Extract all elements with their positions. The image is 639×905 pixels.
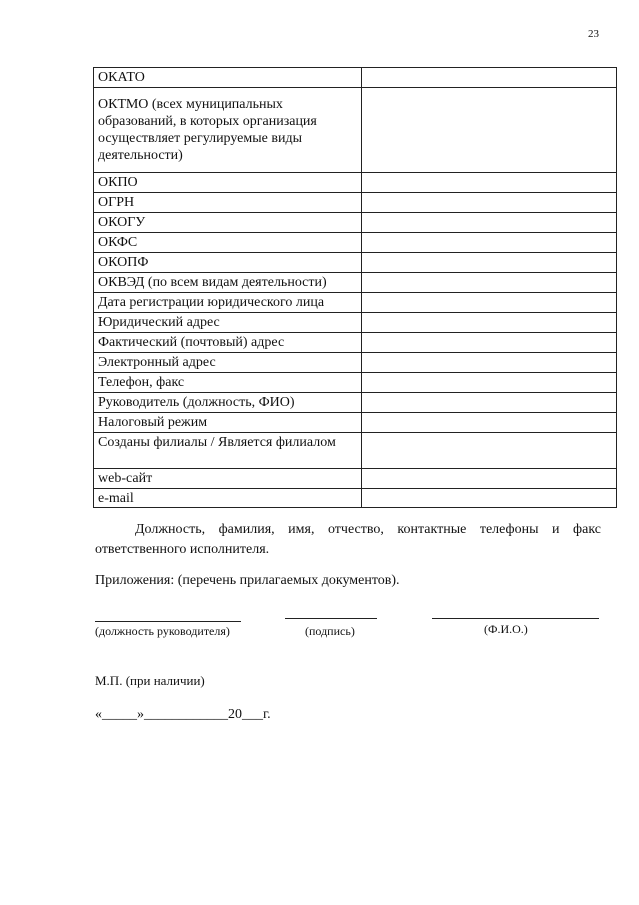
row-value[interactable] [362,469,617,489]
row-value[interactable] [362,333,617,353]
table-row [94,193,617,213]
table-row [94,393,617,413]
row-label: ОГРН [94,193,362,213]
signature-caption: (подпись) [305,624,355,638]
stamp-place: М.П. (при наличии) [95,673,205,688]
name-signature-line[interactable] [432,618,599,619]
row-label: ОКОПФ [94,253,362,273]
row-value[interactable] [362,68,617,88]
row-label: Дата регистрации юридического лица [94,293,362,313]
table-row [94,213,617,233]
row-value[interactable] [362,213,617,233]
row-value[interactable] [362,489,617,508]
responsible-person-note: Должность, фамилия, имя, отчество, контактные телефоны и факс ответственного исполнителя. [95,522,601,557]
signature-line[interactable] [285,618,377,619]
position-caption: (должность руководителя) [95,624,230,638]
date-line[interactable]: «_____»____________20___г. [95,707,271,722]
row-label: Фактический (почтовый) адрес [94,333,362,353]
row-value[interactable] [362,313,617,333]
organization-details-table [93,67,617,508]
row-value[interactable] [362,433,617,469]
row-label: ОКПО [94,173,362,193]
row-value[interactable] [362,293,617,313]
row-value[interactable] [362,413,617,433]
table-row [94,489,617,508]
table-row [94,433,617,469]
row-value[interactable] [362,353,617,373]
table-row [94,293,617,313]
row-label: Юридический адрес [94,313,362,333]
row-label: ОКТМО (всех муниципальных образований, в которых организация осуществляет регулируемые виды деятельности) [94,88,362,173]
row-value[interactable] [362,233,617,253]
page-number: 23 [588,28,599,40]
table-row [94,353,617,373]
row-value[interactable] [362,88,617,173]
table-row [94,68,617,88]
row-label: ОКФС [94,233,362,253]
position-signature-line[interactable] [95,621,241,622]
table-row [94,233,617,253]
table-row [94,313,617,333]
row-label: ОКВЭД (по всем видам деятельности) [94,273,362,293]
table-row [94,253,617,273]
row-label: Телефон, факс [94,373,362,393]
table-row [94,88,617,173]
row-value[interactable] [362,193,617,213]
row-label: ОКАТО [94,68,362,88]
table-row [94,333,617,353]
row-value[interactable] [362,273,617,293]
row-value[interactable] [362,173,617,193]
row-value[interactable] [362,253,617,273]
name-caption: (Ф.И.О.) [484,622,528,636]
row-label: web-сайт [94,469,362,489]
row-label: Созданы филиалы / Является филиалом [94,433,362,469]
row-label: ОКОГУ [94,213,362,233]
row-value[interactable] [362,393,617,413]
row-label: Руководитель (должность, ФИО) [94,393,362,413]
table-row [94,413,617,433]
row-value[interactable] [362,373,617,393]
row-label: Налоговый режим [94,413,362,433]
row-label: e-mail [94,489,362,508]
table-row [94,173,617,193]
table-row [94,373,617,393]
table-row [94,273,617,293]
attachments-line: Приложения: (перечень прилагаемых документов). [95,573,400,588]
table-row [94,469,617,489]
row-label: Электронный адрес [94,353,362,373]
